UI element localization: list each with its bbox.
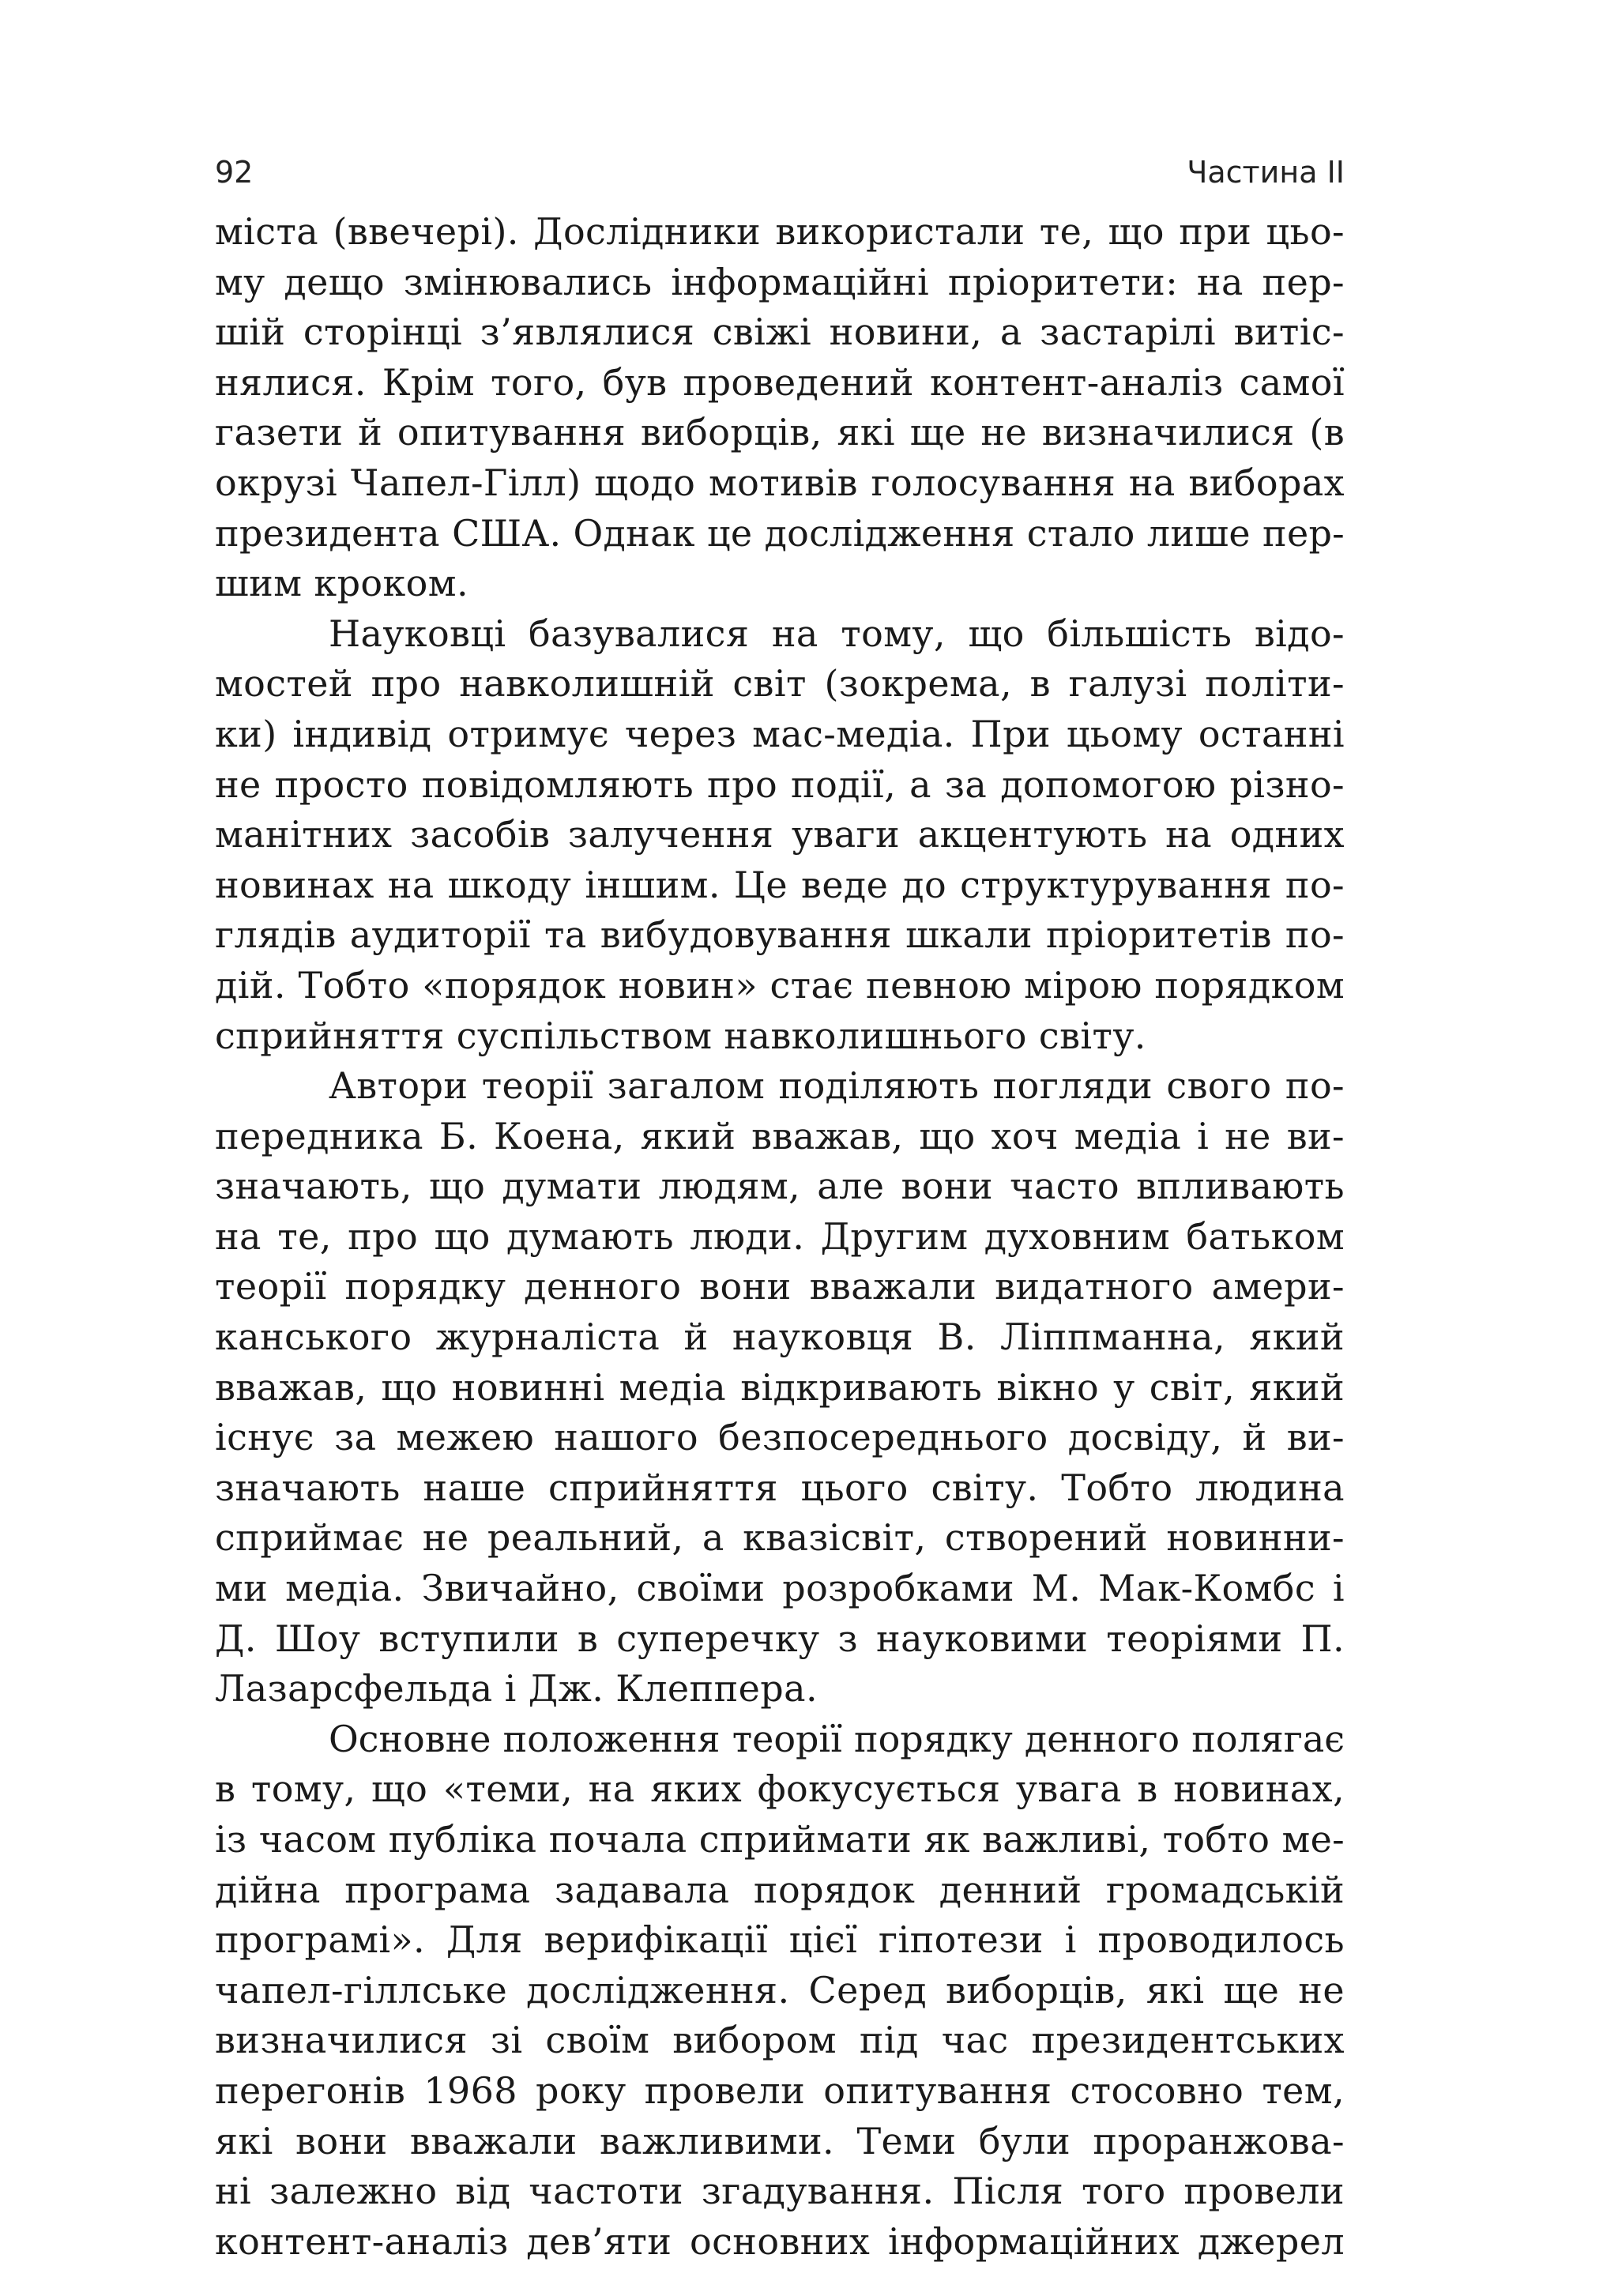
text-line: із часом публіка почала сприймати як важливі, тобто ме-	[215, 1818, 1345, 1861]
text-line: мостей про навколишній світ (зокрема, в галузі політи-	[215, 662, 1345, 706]
body-text	[215, 207, 1345, 2267]
paragraph	[215, 609, 1345, 1061]
text-line: Основне положення теорії порядку денного полягає	[329, 1717, 1345, 1760]
text-line: Науковці базувалися на тому, що більшість відо-	[329, 612, 1345, 655]
section-title: Частина II	[1187, 155, 1345, 190]
text-line: в тому, що «теми, на яких фокусується увага в новинах,	[215, 1767, 1345, 1811]
text-line: міста (ввечері). Дослідники використали те, що при цьо-	[215, 210, 1345, 253]
text-line: дійна програма задавала порядок денний громадській	[215, 1868, 1345, 1911]
text-line: на те, про що думають люди. Другим духовним батьком	[215, 1214, 1345, 1258]
text-line: значають, що думати людям, але вони часто впливають	[215, 1165, 1345, 1208]
text-line: президента США. Однак це дослідження стало лише пер-	[215, 511, 1345, 555]
text-line: окрузі Чапел-Гілл) щодо мотивів голосування на виборах	[215, 461, 1345, 504]
text-line: існує за межею нашого безпосереднього досвіду, й ви-	[215, 1416, 1345, 1459]
paragraph	[215, 207, 1345, 609]
text-line: Автори теорії загалом поділяють погляди свого по-	[329, 1064, 1345, 1108]
text-line: чапел-гіллське дослідження. Серед виборців, які ще не	[215, 1968, 1345, 2012]
text-line: манітних засобів залучення уваги акцентують на одних	[215, 813, 1345, 856]
text-line: сприймає не реальний, а квазісвіт, створений новинни-	[215, 1516, 1345, 1560]
text-line: новинах на шкоду іншим. Це веде до структурування по-	[215, 863, 1345, 906]
text-line: дій. Тобто «порядок новин» стає певною мірою порядком	[215, 963, 1345, 1007]
text-line: значають наше сприйняття цього світу. Тобто людина	[215, 1466, 1345, 1509]
running-header	[215, 149, 1345, 196]
text-line: шій сторінці з’являлися свіжі новини, а застарілі витіс-	[215, 311, 1345, 354]
text-line: програмі». Для верифікації цієї гіпотези і проводилось	[215, 1918, 1345, 1962]
text-line: сприйняття суспільством навколишнього світу.	[215, 1014, 1146, 1057]
text-line: перегонів 1968 року провели опитування стосовно тем,	[215, 2068, 1345, 2112]
page-number: 92	[215, 155, 254, 190]
text-line: му дещо змінювались інформаційні пріоритети: на пер-	[215, 260, 1345, 303]
text-line: які вони вважали важливими. Теми були проранжова-	[215, 2119, 1345, 2162]
text-line: ні залежно від частоти згадування. Після того провели	[215, 2170, 1345, 2213]
text-line: ки) індивід отримує через мас-медіа. При цьому останні	[215, 712, 1345, 755]
text-line: газети й опитування виборців, які ще не визначилися (в	[215, 411, 1345, 454]
paragraph	[215, 1714, 1345, 2268]
text-line: нялися. Крім того, був проведений контент-аналіз самої	[215, 360, 1345, 404]
text-line: Д. Шоу вступили в суперечку з науковими теоріями П.	[215, 1617, 1345, 1660]
text-line: глядів аудиторії та вибудовування шкали пріоритетів по-	[215, 913, 1345, 957]
text-line: вважав, що новинні медіа відкривають вікно у світ, який	[215, 1365, 1345, 1409]
text-line: не просто повідомляють про події, а за допомогою різно-	[215, 762, 1345, 806]
text-line: канського журналіста й науковця В. Ліппманна, який	[215, 1315, 1345, 1359]
paragraph	[215, 1061, 1345, 1714]
text-line: контент-аналіз дев’яти основних інформаційних джерел	[215, 2219, 1345, 2263]
text-line: визначилися зі своїм вибором під час президентських	[215, 2019, 1345, 2062]
text-line: Лазарсфельда і Дж. Клеппера.	[215, 1667, 818, 1711]
text-line: передника Б. Коена, який вважав, що хоч медіа і не ви-	[215, 1114, 1345, 1157]
text-line: ми медіа. Звичайно, своїми розробками М. Мак-Комбс і	[215, 1567, 1345, 1610]
text-line: теорії порядку денного вони вважали видатного амери-	[215, 1265, 1345, 1308]
text-line: шим кроком.	[215, 562, 468, 605]
